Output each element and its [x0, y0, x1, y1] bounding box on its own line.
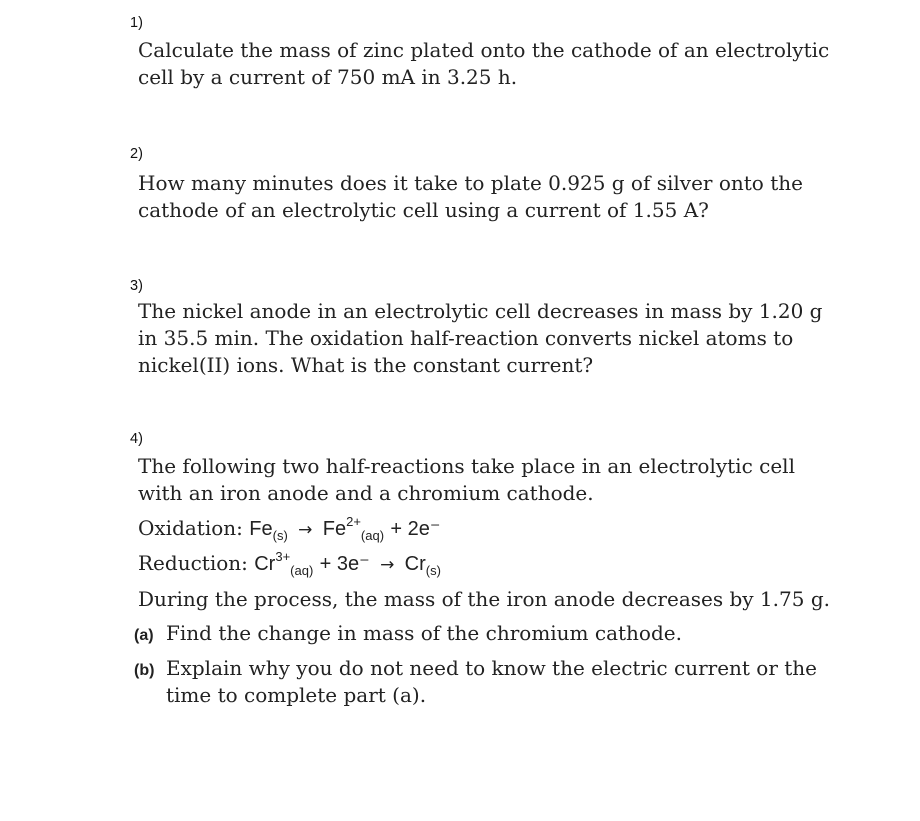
- oxidation-product-state: (aq): [360, 528, 385, 543]
- reduction-reactant-charge: 3+: [275, 549, 291, 564]
- part-a-text: [166, 620, 826, 647]
- question-1-line: Calculate the mass of zinc plated onto the cathode of an electrolytic: [138, 38, 830, 62]
- question-3-line: nickel(II) ions. What is the constant current?: [138, 353, 594, 377]
- part-a: [134, 620, 682, 649]
- oxidation-equation: [138, 515, 440, 544]
- reduction-reactant-state: (aq): [290, 563, 314, 578]
- reduction-electrons: + 3e⁻: [319, 553, 370, 575]
- oxidation-reactant-state: (s): [272, 528, 288, 543]
- reduction-label: Reduction:: [138, 551, 248, 575]
- question-2-line: cathode of an electrolytic cell using a current of 1.55 A?: [138, 198, 709, 222]
- question-4-text: [138, 453, 838, 507]
- question-3-line: The nickel anode in an electrolytic cell decreases in mass by 1.20 g: [138, 299, 823, 323]
- question-4-line: with an iron anode and a chromium cathode.: [138, 481, 594, 505]
- reduction-product: Cr: [404, 553, 426, 575]
- oxidation-label: Oxidation:: [138, 516, 243, 540]
- part-a-label: (a): [134, 627, 154, 644]
- question-3-text: [138, 298, 838, 379]
- part-a-line: Find the change in mass of the chromium cathode.: [166, 621, 682, 645]
- question-4-number: 4): [130, 431, 143, 447]
- question-1-text: [138, 37, 838, 91]
- question-2-number: 2): [130, 146, 143, 162]
- question-4-line: The following two half-reactions take place in an electrolytic cell: [138, 454, 795, 478]
- question-3-number: 3): [130, 278, 143, 294]
- part-b-line: time to complete part (a).: [166, 683, 427, 707]
- part-b: [134, 655, 818, 707]
- reduction-product-state: (s): [425, 563, 441, 578]
- question-1-line: cell by a current of 750 mA in 3.25 h.: [138, 65, 518, 89]
- process-statement: During the process, the mass of the iron anode decreases by 1.75 g.: [138, 587, 830, 611]
- part-b-line: Explain why you do not need to know the electric current or the: [166, 656, 818, 680]
- reduction-reactant: Cr: [254, 553, 276, 575]
- reaction-arrow-icon: →: [380, 555, 395, 575]
- oxidation-product: Fe: [322, 518, 347, 540]
- question-1-number: 1): [130, 15, 143, 31]
- reduction-equation: [138, 550, 441, 579]
- oxidation-reactant: Fe: [249, 518, 273, 540]
- oxidation-product-charge: 2+: [346, 514, 361, 529]
- question-2-text: [138, 170, 838, 224]
- part-b-text: [166, 655, 826, 709]
- oxidation-electrons: + 2e⁻: [390, 518, 441, 540]
- part-b-label: (b): [134, 662, 155, 679]
- question-2-line: How many minutes does it take to plate 0.925 g of silver onto the: [138, 171, 803, 195]
- reaction-arrow-icon: →: [298, 520, 313, 540]
- question-3-line: in 35.5 min. The oxidation half-reaction converts nickel atoms to: [138, 326, 794, 350]
